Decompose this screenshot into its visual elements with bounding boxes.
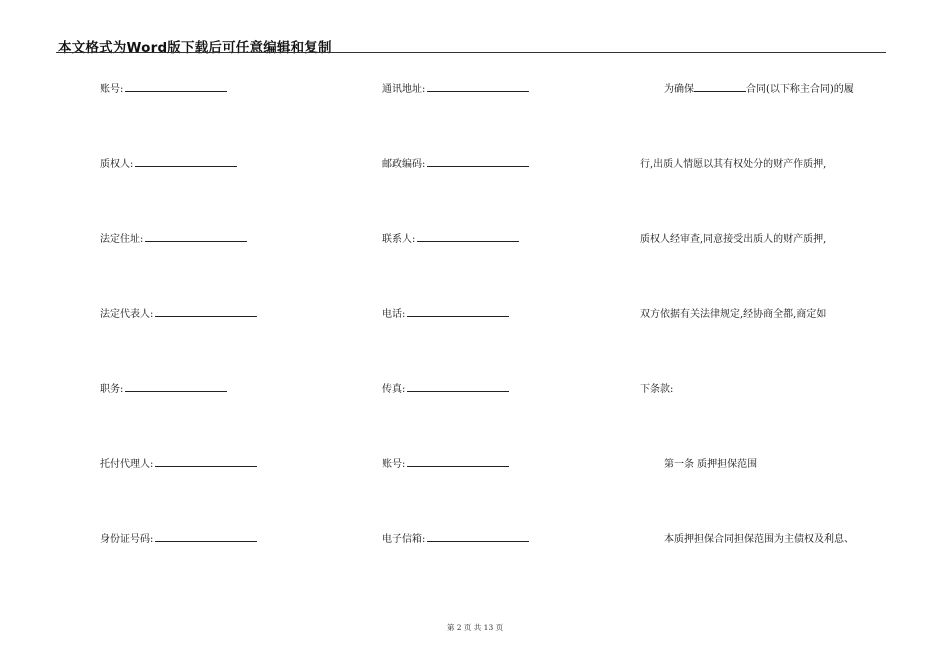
field-legal-representative xyxy=(100,305,257,320)
field-label: 托付代理人: xyxy=(100,459,154,470)
blank-line xyxy=(417,232,519,242)
blank-line xyxy=(407,457,509,467)
field-label: 法定代表人: xyxy=(100,309,154,320)
field-label: 账号: xyxy=(382,459,406,470)
field-label: 电子信箱: xyxy=(382,534,426,545)
field-label: 电话: xyxy=(382,309,406,320)
field-email xyxy=(382,530,529,545)
text-segment: 合同(以下称主合同)的履 xyxy=(746,84,854,95)
blank-line xyxy=(694,82,746,92)
field-label: 联系人: xyxy=(382,234,416,245)
blank-line xyxy=(125,382,227,392)
blank-line xyxy=(135,157,237,167)
field-contact-person xyxy=(382,230,519,245)
field-label: 质权人: xyxy=(100,159,134,170)
field-label: 账号: xyxy=(100,84,124,95)
blank-line xyxy=(407,307,509,317)
paragraph-line-7: 本质押担保合同担保范围为主债权及利息、 xyxy=(664,534,854,545)
field-position xyxy=(100,380,227,395)
blank-line xyxy=(427,532,529,542)
field-account-middle xyxy=(382,455,509,470)
field-label: 身份证号码: xyxy=(100,534,154,545)
document-header: 本文格式为Word版下载后可任意编辑和复制 xyxy=(58,40,332,56)
field-label: 法定住址: xyxy=(100,234,144,245)
field-fax xyxy=(382,380,509,395)
paragraph-line-1 xyxy=(664,80,854,95)
field-phone xyxy=(382,305,509,320)
blank-line xyxy=(407,382,509,392)
section-heading: 第一条 质押担保范围 xyxy=(664,459,758,470)
blank-line xyxy=(145,232,247,242)
field-label: 邮政编码: xyxy=(382,159,426,170)
field-label: 职务: xyxy=(100,384,124,395)
field-pledgee xyxy=(100,155,237,170)
field-mailing-address xyxy=(382,80,529,95)
paragraph-line-2: 行,出质人情愿以其有权处分的财产作质押, xyxy=(640,159,827,170)
field-agent xyxy=(100,455,257,470)
blank-line xyxy=(155,307,257,317)
paragraph-line-4: 双方依据有关法律规定,经协商全都,商定如 xyxy=(640,309,827,320)
field-legal-address xyxy=(100,230,247,245)
field-label: 通讯地址: xyxy=(382,84,426,95)
blank-line xyxy=(427,157,529,167)
field-id-number xyxy=(100,530,257,545)
field-postal-code xyxy=(382,155,529,170)
field-label: 传真: xyxy=(382,384,406,395)
blank-line xyxy=(427,82,529,92)
paragraph-line-3: 质权人经审查,同意接受出质人的财产质押, xyxy=(640,234,827,245)
blank-line xyxy=(125,82,227,92)
paragraph-line-5: 下条款: xyxy=(640,384,674,395)
blank-line xyxy=(155,532,257,542)
header-rule xyxy=(56,52,886,53)
page-number: 第 2 页 共 13 页 xyxy=(446,623,504,632)
blank-line xyxy=(155,457,257,467)
text-segment: 为确保 xyxy=(664,84,694,95)
field-account-left xyxy=(100,80,227,95)
